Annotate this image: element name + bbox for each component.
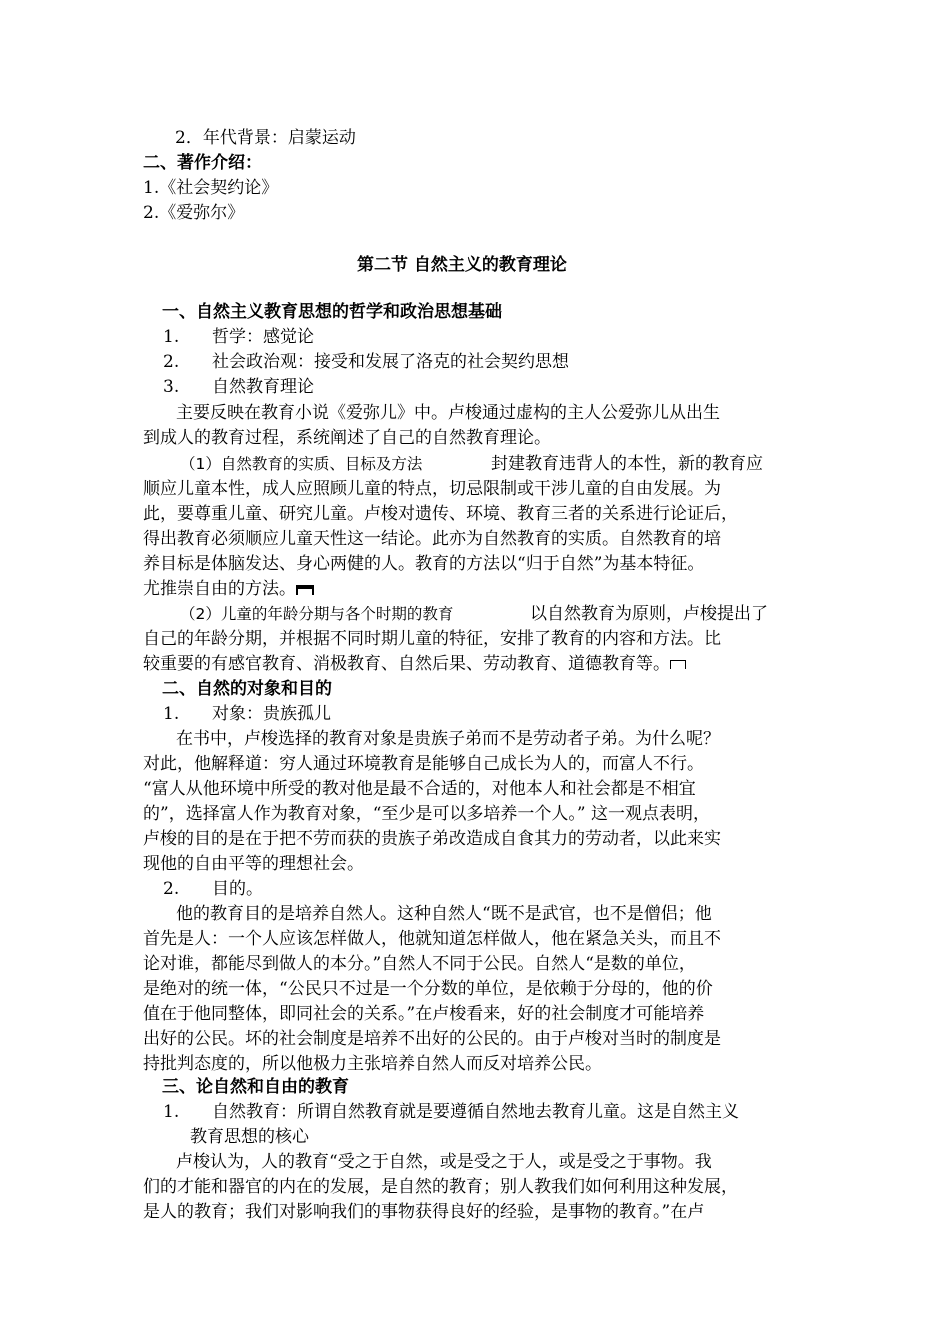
list-item: 自然教育：所谓自然教育就是要遵循自然地去教育儿童。这是自然主义	[212, 1102, 739, 1122]
paragraph-line: 出好的公民。坏的社会制度是培养不出好的公民的。由于卢梭对当时的制度是	[143, 1029, 721, 1049]
subheading-label: （2）儿童的年龄分期与各个时期的教育	[180, 605, 454, 623]
list-number: 2.	[163, 879, 180, 899]
paragraph-line: 是绝对的统一体，“公民只不过是一个分数的单位，是依赖于分母的，他的价	[143, 979, 713, 999]
paragraph-line: 首先是人：一个人应该怎样做人，他就知道怎样做人，他在紧急关头，而且不	[143, 929, 721, 949]
paragraph-line: 卢梭认为，人的教育“受之于自然，或是受之于人，或是受之于事物。我	[176, 1152, 712, 1172]
list-item-continuation: 教育思想的核心	[190, 1127, 309, 1147]
paragraph-line: 以自然教育为原则，卢梭提出了	[530, 604, 768, 624]
paragraph-line: 封建教育违背人的本性，新的教育应	[491, 454, 763, 474]
paragraph-line: 持批判态度的，所以他极力主张培养自然人而反对培养公民。	[143, 1054, 602, 1074]
comment-marker-icon	[670, 660, 686, 669]
paragraph-text: 尤推崇自由的方法。	[143, 579, 296, 599]
comment-marker-icon	[296, 585, 314, 595]
paragraph-line	[143, 577, 314, 601]
part2-heading: 二、自然的对象和目的	[162, 679, 332, 699]
list-number: 1.	[163, 327, 180, 347]
subheading-label: （1）自然教育的实质、目标及方法	[180, 455, 423, 473]
paragraph-line: 对此，他解释道：穷人通过环境教育是能够自己成长为人的，而富人不行。	[143, 754, 704, 774]
paragraph-line: 值在于他同整体，即同社会的关系。”在卢梭看来，好的社会制度才可能培养	[143, 1004, 705, 1024]
paragraph-line: “富人从他环境中所受的教对他是最不合适的，对他本人和社会都是不相宜	[143, 779, 696, 799]
paragraph-line: 到成人的教育过程，系统阐述了自己的自然教育理论。	[143, 428, 551, 448]
background-item: 2．年代背景：启蒙运动	[175, 128, 356, 148]
work-item: 1.《社会契约论》	[143, 178, 279, 198]
list-number: 1.	[163, 704, 180, 724]
paragraph-line: 的”，选择富人作为教育对象，“至少是可以多培养一个人。” 这一观点表明，	[143, 804, 710, 824]
part3-heading: 三、论自然和自由的教育	[162, 1077, 349, 1097]
paragraph-line: 论对谁，都能尽到做人的本分。”自然人不同于公民。自然人“是数的单位，	[143, 954, 696, 974]
part1-heading: 一、自然主义教育思想的哲学和政治思想基础	[162, 302, 502, 322]
list-item: 社会政治观：接受和发展了洛克的社会契约思想	[212, 352, 569, 372]
paragraph-line: 卢梭的目的是在于把不劳而获的贵族子弟改造成自食其力的劳动者，以此来实	[143, 829, 721, 849]
paragraph-line: 主要反映在教育小说《爱弥儿》中。卢梭通过虚构的主人公爱弥儿从出生	[176, 403, 720, 423]
paragraph-text: 较重要的有感官教育、消极教育、自然后果、劳动教育、道德教育等。	[143, 654, 670, 674]
paragraph-line: 是人的教育；我们对影响我们的事物获得良好的经验，是事物的教育。”在卢	[143, 1202, 705, 1222]
list-number: 1.	[163, 1102, 180, 1122]
paragraph-line: 此，要尊重儿童、研究儿童。卢梭对遗传、环境、教育三者的关系进行论证后，	[143, 504, 738, 524]
work-item: 2.《爱弥尔》	[143, 203, 245, 223]
paragraph-line: 们的才能和器官的内在的发展，是自然的教育；别人教我们如何利用这种发展，	[143, 1177, 738, 1197]
list-item: 自然教育理论	[212, 377, 314, 397]
paragraph-line: 得出教育必须顺应儿童天性这一结论。此亦为自然教育的实质。自然教育的培	[143, 529, 721, 549]
list-number: 2.	[163, 352, 180, 372]
paragraph-line: 自己的年龄分期，并根据不同时期儿童的特征，安排了教育的内容和方法。比	[143, 629, 721, 649]
paragraph-line: 养目标是体脑发达、身心两健的人。教育的方法以“归于自然”为基本特征。	[143, 554, 705, 574]
list-item: 哲学：感觉论	[212, 327, 314, 347]
paragraph-line: 在书中，卢梭选择的教育对象是贵族子弟而不是劳动者子弟。为什么呢？	[176, 729, 720, 749]
paragraph-line: 现他的自由平等的理想社会。	[143, 854, 364, 874]
paragraph-line	[143, 652, 686, 676]
section-title: 第二节 自然主义的教育理论	[357, 255, 567, 275]
works-heading: 二、著作介绍：	[143, 153, 262, 173]
list-item: 目的。	[212, 879, 263, 899]
paragraph-line: 顺应儿童本性，成人应照顾儿童的特点，切忌限制或干涉儿童的自由发展。为	[143, 479, 721, 499]
list-number: 3.	[163, 377, 180, 397]
paragraph-line: 他的教育目的是培养自然人。这种自然人“既不是武官，也不是僧侣；他	[176, 904, 712, 924]
list-item: 对象：贵族孤儿	[212, 704, 331, 724]
